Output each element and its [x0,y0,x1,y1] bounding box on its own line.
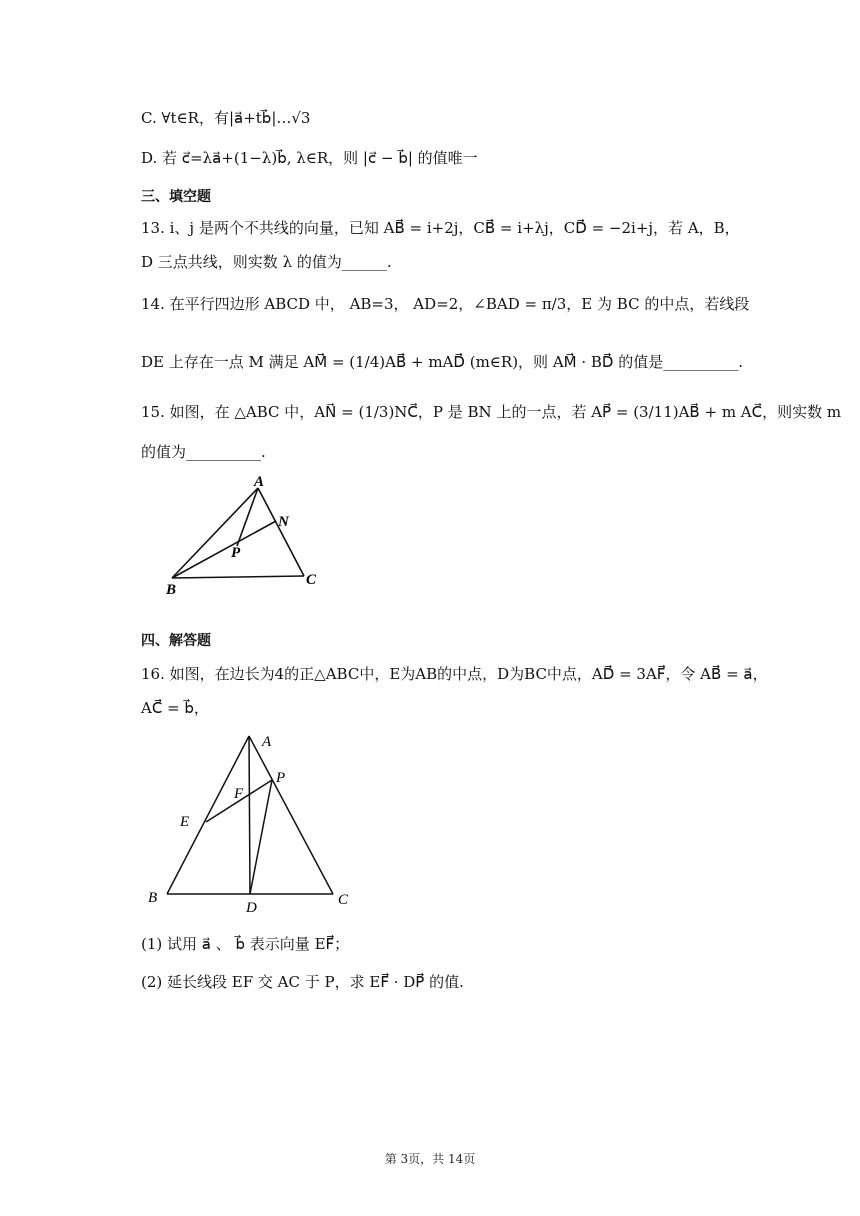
fig1-label-b: B [166,582,177,598]
q13-line2: D 三点共线，则实数 λ 的值为______. [141,253,392,271]
fig2-label-d: D [246,900,257,916]
q15-line2: 的值为__________. [141,443,266,461]
figure-triangle-abc-q16 [140,728,370,918]
q14-line1: 14. 在平行四边形 ABCD 中， AB=3， AD=2，∠BAD = π/3，E 为 BC 的中点，若线段 [141,295,750,313]
q16-line2: AC⃗⃗ = b⃗， [141,699,209,717]
fig2-label-b: B [148,890,158,906]
q14-line2: DE 上存在一点 M 满足 AM⃗⃗ = (1/4)AB⃗⃗ + mAD⃗⃗ (m∈R)，则 AM⃗⃗ · BD⃗⃗ 的值是__________. [141,353,744,371]
page-footer: 第 3页，共 14页 [384,1152,476,1166]
section-solution: 四、解答题 [141,633,211,649]
fig2-label-e: E [180,814,190,830]
section-fill-blank: 三、填空题 [141,189,211,205]
fig2-label-c: C [338,892,349,908]
option-d: D. 若 c⃗=λa⃗+(1−λ)b⃗, λ∈R，则 |c⃗ − b⃗| 的值唯一 [141,149,478,167]
fig1-label-n: N [278,514,289,530]
option-c: C. ∀t∈R，有|a⃗+tb⃗|…√3 [141,109,311,127]
fig1-label-c: C [306,572,317,588]
fig2-label-p: P [276,770,286,786]
q16-part1: (1) 试用 a⃗ 、 b⃗ 表示向量 EF⃗⃗； [141,935,350,953]
fig1-label-p: P [231,545,241,561]
fig2-label-f: F [234,786,244,802]
q15-line1: 15. 如图，在 △ABC 中，AN⃗ = (1/3)NC⃗，P 是 BN 上的一点，若 AP⃗ = (3/11)AB⃗ + m AC⃗，则实数 m [141,403,842,421]
q16-part2: (2) 延长线段 EF 交 AC 于 P，求 EF⃗⃗ · DP⃗⃗ 的值. [141,973,464,991]
fig2-label-a: A [262,734,272,750]
q16-line1: 16. 如图，在边长为4的正△ABC中，E为AB的中点，D为BC中点，AD⃗⃗ = 3AF⃗⃗，令 AB⃗⃗ = a⃗， [141,665,768,683]
q13-line1: 13. i、j 是两个不共线的向量，已知 AB⃗⃗ = i+2j，CB⃗⃗ = i+λj，CD⃗⃗ = −2i+j，若 A，B， [141,219,740,237]
fig1-label-a: A [254,474,265,490]
figure-triangle-abc-q15 [160,470,340,600]
